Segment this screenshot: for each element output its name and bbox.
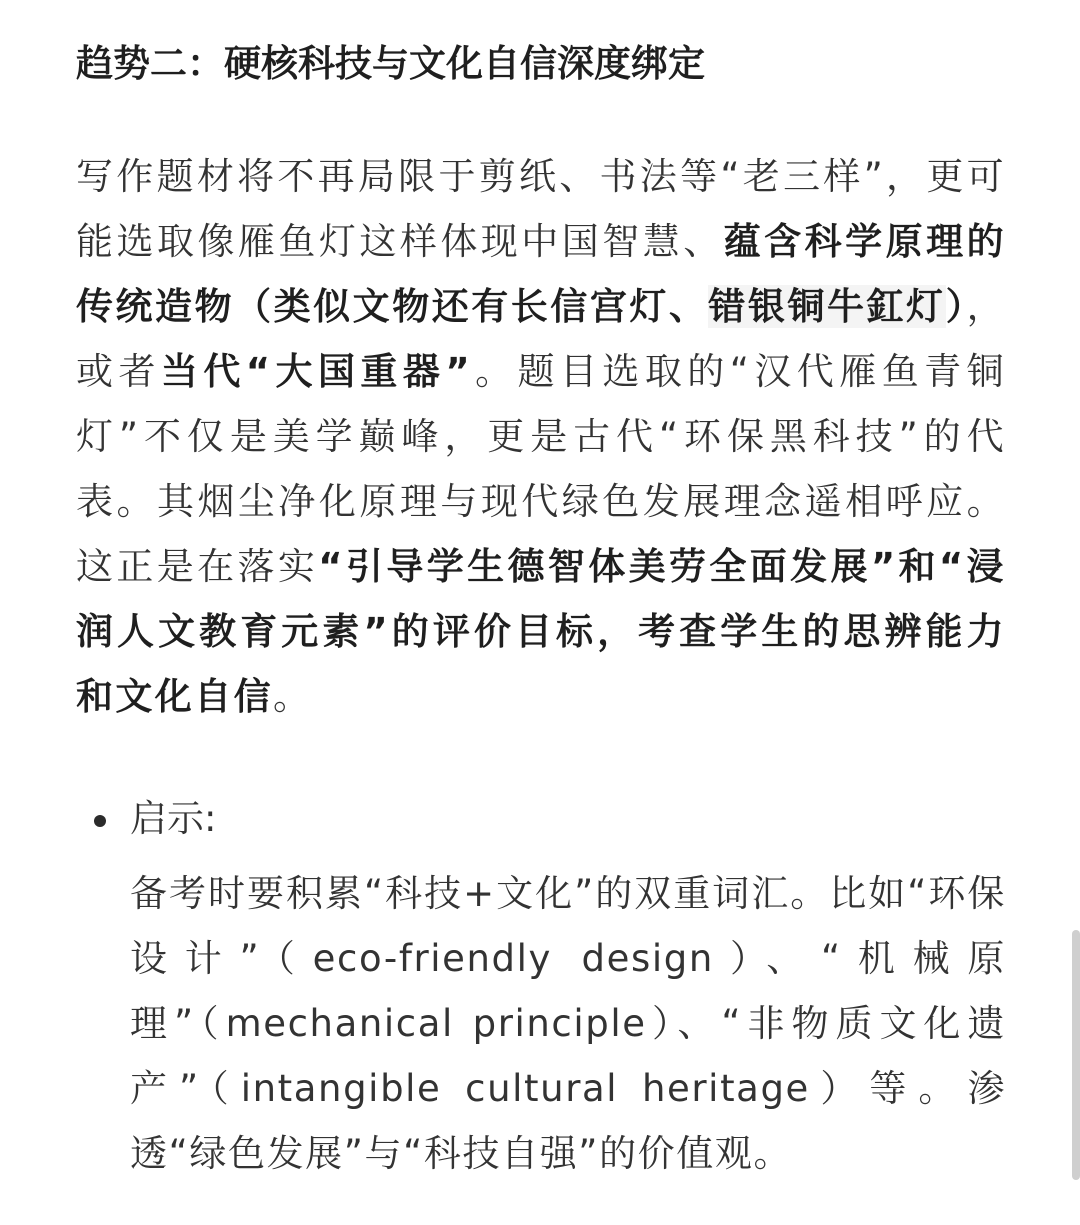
bullet-list-item xyxy=(76,793,1006,1186)
highlighted-text: 错银铜牛釭灯 xyxy=(708,285,946,328)
body-paragraph xyxy=(76,144,1006,729)
bullet-body: 备考时要积累“科技+文化”的双重词汇。比如“环保设计”（eco-friendly design）、“机械原理”（mechanical principle）、“非物质文化遗产”（intangible cultural heritage）等。渗透“绿色发展”与“科技自强”的价值观。 xyxy=(130,872,1006,1175)
article xyxy=(76,38,1006,1186)
paragraph-text: 。 xyxy=(273,675,313,718)
paragraph-bold-text: ） xyxy=(945,285,967,328)
scrollbar[interactable] xyxy=(1072,930,1080,1180)
paragraph-text: 。题目选取的“汉代雁鱼青铜灯”不仅是美学巅峰，更是古代“环保黑科技”的代表。其烟尘净化原理与现代绿色发展理念遥相呼应。这正是在落实 xyxy=(76,350,1006,588)
paragraph-bold-text: 蕴含科学原理的传统造物（类似文物还有长信宫灯、 xyxy=(76,220,1006,328)
bullet-icon xyxy=(94,815,106,827)
paragraph-bold-text: “引导学生德智体美劳全面发展”和“浸润人文教育元素”的评价目标，考查学生的思辨能力和文化自信 xyxy=(76,545,1007,718)
section-heading: 趋势二：硬核科技与文化自信深度绑定 xyxy=(76,42,705,85)
paragraph-bold-text: 当代“大国重器” xyxy=(160,350,473,393)
bullet-title: 启示: xyxy=(130,797,217,840)
paragraph-text: ，或者 xyxy=(76,285,1006,393)
paragraph-text: 写作题材将不再局限于剪纸、书法等“老三样”，更可能选取像雁鱼灯这样体现中国智慧、 xyxy=(76,155,1006,263)
